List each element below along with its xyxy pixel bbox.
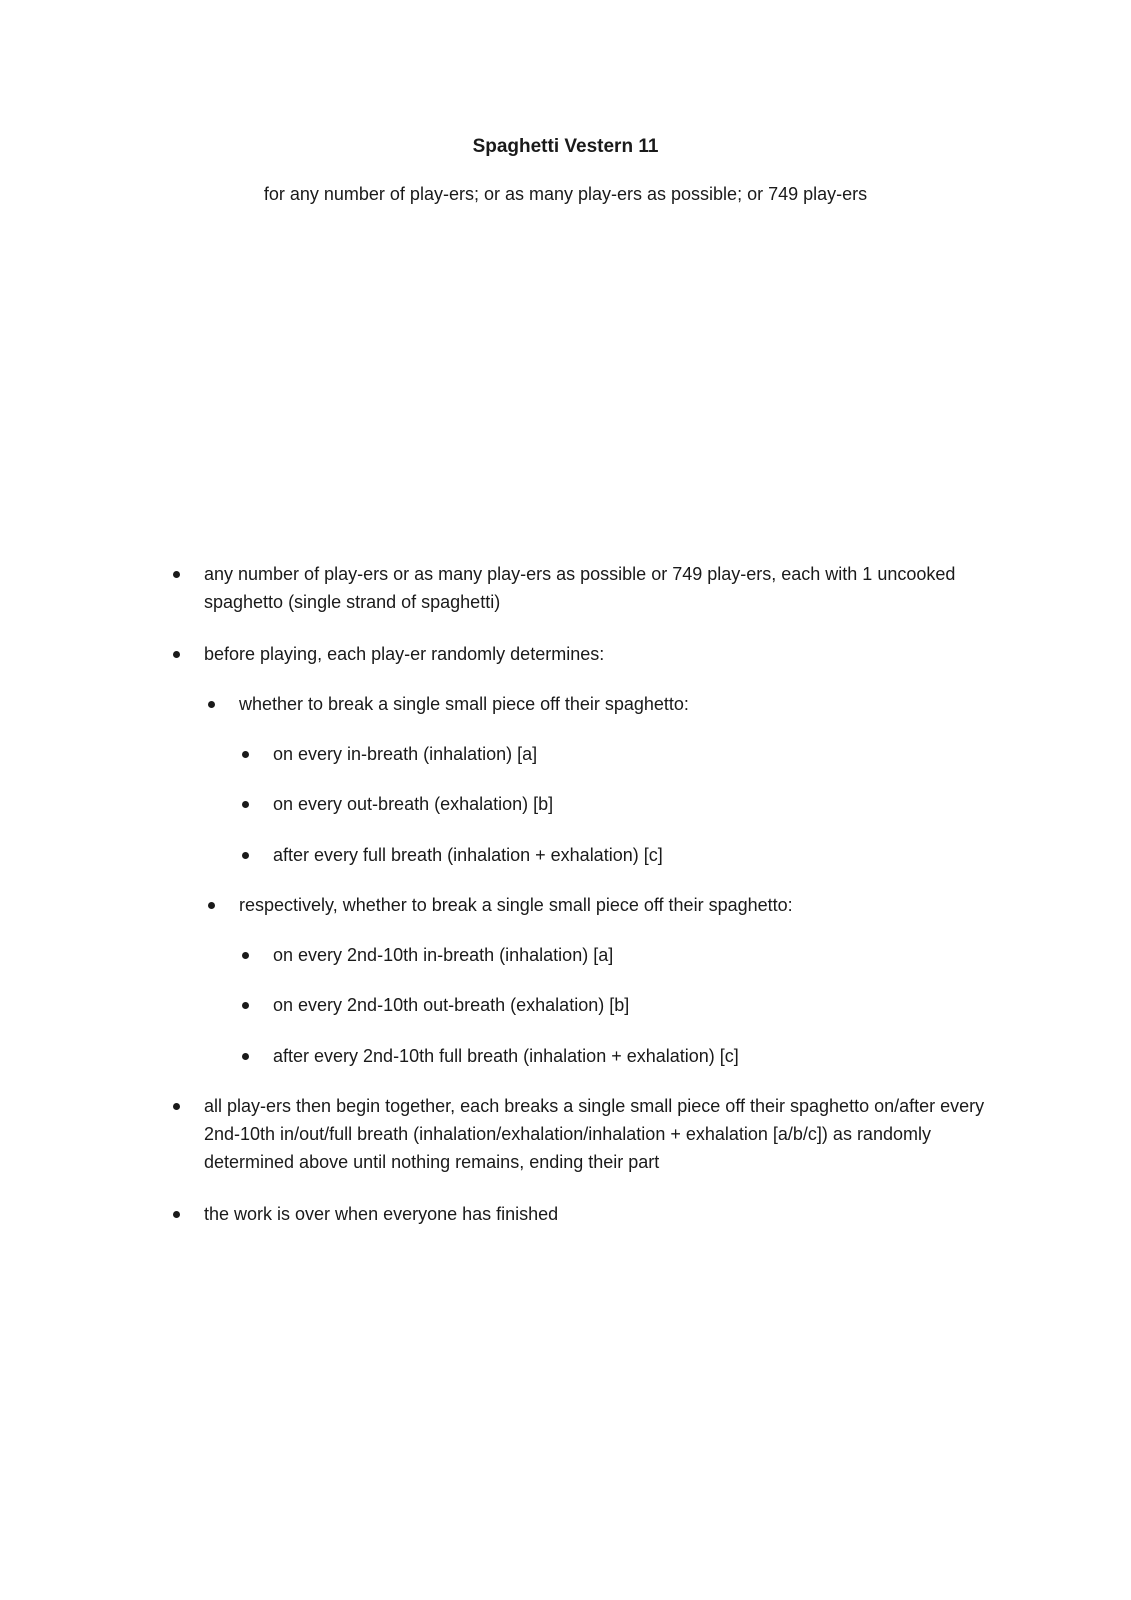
- bullet-icon: [242, 1053, 249, 1060]
- list-item: on every out-breath (exhalation) [b]: [273, 794, 554, 814]
- list-item: respectively, whether to break a single small piece off their spaghetto:: [239, 895, 793, 915]
- list-item: whether to break a single small piece off their spaghetto:: [239, 694, 689, 714]
- bullet-icon: [208, 701, 215, 708]
- bullet-icon: [242, 1002, 249, 1009]
- bullet-icon: [242, 952, 249, 959]
- list-item: after every full breath (inhalation + exhalation) [c]: [273, 845, 663, 865]
- bullet-icon: [173, 1103, 180, 1110]
- list-item: all play-ers then begin together, each breaks a single small piece off their spaghetto on/after every 2nd-10th in/out/full breath (inhalation/exhalation/inhalation + exhalation [a/b/c]) as randomly determined above until nothing remains, ending their part: [204, 1096, 985, 1172]
- list-item: any number of play-ers or as many play-ers as possible or 749 play-ers, each with 1 uncooked spaghetto (single strand of spaghetti): [204, 564, 956, 612]
- bullet-icon: [208, 902, 215, 909]
- bullet-icon: [173, 571, 180, 578]
- document-subtitle: for any number of play-ers; or as many play-ers as possible; or 749 play-ers: [263, 184, 868, 204]
- list-item: on every in-breath (inhalation) [a]: [273, 744, 538, 764]
- list-item: after every 2nd-10th full breath (inhalation + exhalation) [c]: [273, 1046, 739, 1066]
- list-item: the work is over when everyone has finished: [204, 1204, 559, 1224]
- bullet-icon: [173, 1211, 180, 1218]
- document-title: Spaghetti Vestern 11: [472, 136, 659, 157]
- list-item: before playing, each play-er randomly determines:: [204, 644, 605, 664]
- list-item: on every 2nd-10th out-breath (exhalation) [b]: [273, 995, 630, 1015]
- bullet-icon: [173, 651, 180, 658]
- bullet-icon: [242, 751, 249, 758]
- bullet-icon: [242, 852, 249, 859]
- list-item: on every 2nd-10th in-breath (inhalation) [a]: [273, 945, 614, 965]
- bullet-icon: [242, 801, 249, 808]
